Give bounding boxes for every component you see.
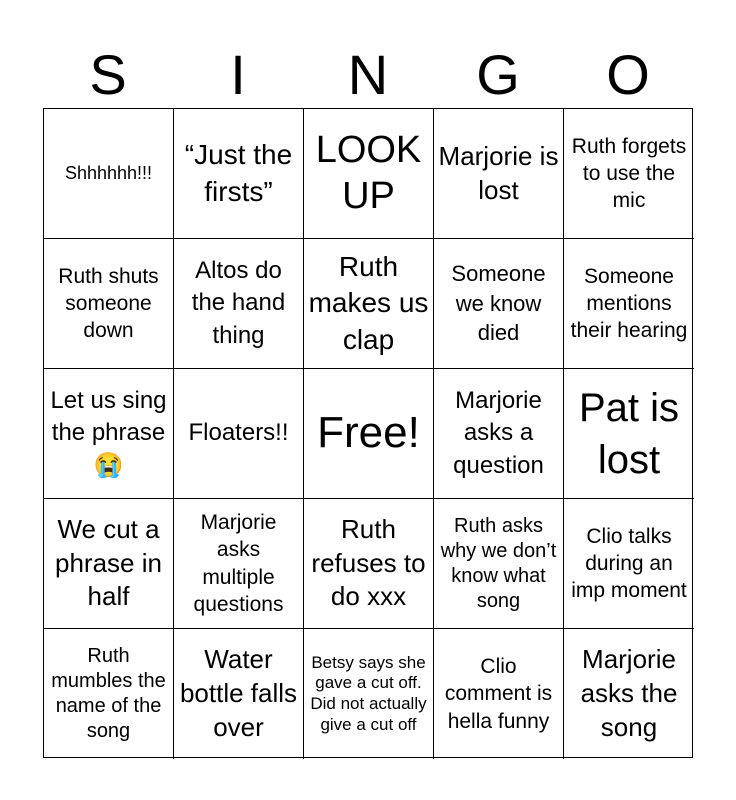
bingo-cell[interactable]: Ruth forgets to use the mic	[564, 109, 694, 239]
bingo-cell[interactable]: Altos do the hand thing	[174, 239, 304, 369]
bingo-cell[interactable]: Clio talks during an imp moment	[564, 499, 694, 629]
bingo-cell[interactable]: We cut a phrase in half	[44, 499, 174, 629]
header-letter-g: G	[476, 43, 520, 106]
header-letter-s: S	[89, 43, 127, 106]
bingo-cell[interactable]: Ruth asks why we don’t know what song	[434, 499, 564, 629]
bingo-cell[interactable]: “Just the firsts”	[174, 109, 304, 239]
bingo-header	[43, 42, 693, 108]
bingo-cell[interactable]: Shhhhhh!!!	[44, 109, 174, 239]
header-letter-o: O	[606, 43, 650, 106]
bingo-cell[interactable]: Someone we know died	[434, 239, 564, 369]
bingo-cell[interactable]: Pat is lost	[564, 369, 694, 499]
bingo-cell[interactable]: Clio comment is hella funny	[434, 629, 564, 759]
bingo-cell[interactable]: Water bottle falls over	[174, 629, 304, 759]
bingo-cell[interactable]: Let us sing the phrase😭	[44, 369, 174, 499]
bingo-cell[interactable]: Ruth refuses to do xxx	[304, 499, 434, 629]
bingo-cell[interactable]: Ruth shuts someone down	[44, 239, 174, 369]
bingo-cell[interactable]: Marjorie asks a question	[434, 369, 564, 499]
bingo-cell[interactable]: Marjorie is lost	[434, 109, 564, 239]
bingo-cell[interactable]: LOOK UP	[304, 109, 434, 239]
bingo-cell[interactable]: Floaters!!	[174, 369, 304, 499]
header-letter-n: N	[347, 43, 389, 106]
bingo-cell[interactable]: Ruth makes us clap	[304, 239, 434, 369]
bingo-cell[interactable]: Marjorie asks multiple questions	[174, 499, 304, 629]
header-letter-i: I	[230, 43, 246, 106]
bingo-cell[interactable]: Betsy says she gave a cut off. Did not actually give a cut off	[304, 629, 434, 759]
bingo-board	[43, 108, 693, 758]
free-space-cell[interactable]: Free!	[304, 369, 434, 499]
bingo-cell[interactable]: Marjorie asks the song	[580, 644, 678, 742]
bingo-cell[interactable]: Someone mentions their hearing	[564, 239, 694, 369]
bingo-cell[interactable]: Ruth mumbles the name of the song	[44, 629, 174, 759]
